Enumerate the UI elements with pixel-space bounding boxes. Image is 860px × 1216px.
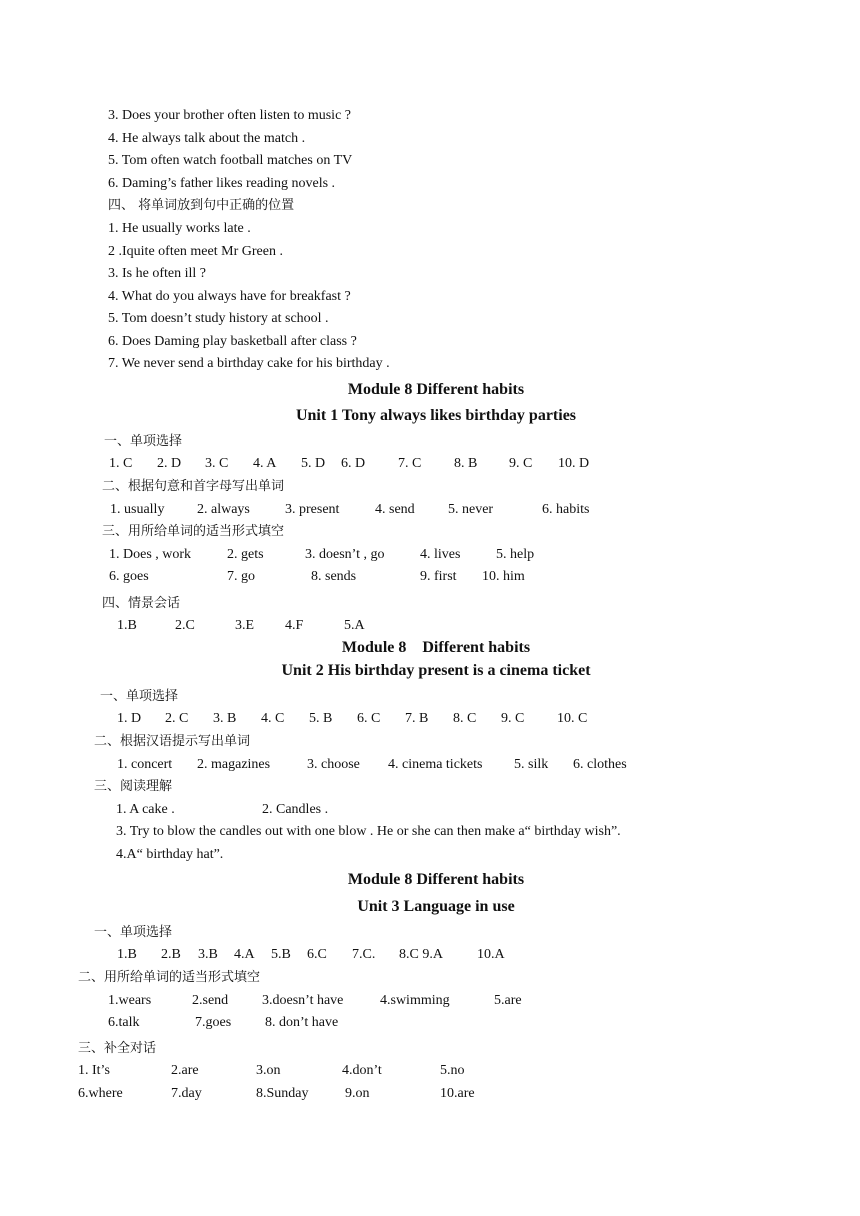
answer: 3. choose (307, 757, 360, 772)
answer: 3.doesn’t have (262, 993, 344, 1008)
answer: 5.no (440, 1063, 465, 1078)
unit-title: Unit 3 Language in use (357, 898, 515, 915)
answer: 1. concert (117, 757, 173, 772)
answer: 9. first (420, 569, 457, 584)
section-heading: 四、情景会话 (102, 596, 181, 611)
section-heading: 二、根据汉语提示写出单词 (94, 734, 251, 749)
answer: 8.Sunday (256, 1086, 309, 1101)
answer: 3.B (198, 947, 218, 962)
answer: 6.where (78, 1086, 123, 1101)
answer: 10. D (558, 456, 590, 471)
section-heading: 一、单项选择 (100, 689, 179, 704)
text-line: 6. Does Daming play basketball after class ? (108, 334, 357, 349)
answer: 7. C (398, 456, 422, 471)
answer: 1. Does , work (109, 547, 192, 562)
section-heading: 二、根据句意和首字母写出单词 (102, 479, 285, 494)
answer: 6. C (357, 711, 381, 726)
answer: 3.on (256, 1063, 281, 1078)
answer: 5. silk (514, 757, 549, 772)
answer: 4.A (234, 947, 255, 962)
answer: 9. C (509, 456, 533, 471)
answer: 4. lives (420, 547, 461, 562)
section-heading: 三、补全对话 (78, 1041, 157, 1056)
answer: 5.are (494, 993, 522, 1008)
answer: 6.talk (108, 1015, 140, 1030)
unit-title: Unit 2 His birthday present is a cinema ticket (281, 662, 591, 679)
answer: 4. cinema tickets (388, 757, 483, 772)
section-heading: 三、用所给单词的适当形式填空 (102, 524, 285, 539)
answer: 10.are (440, 1086, 475, 1101)
answer: 8.C 9.A (399, 947, 443, 962)
answer: 2. magazines (197, 757, 271, 772)
text-line: 2 .Iquite often meet Mr Green . (108, 244, 283, 259)
answer: 8. C (453, 711, 477, 726)
section-heading: 一、单项选择 (104, 434, 183, 449)
text-line: 4. What do you always have for breakfast ? (108, 289, 351, 304)
answer: 1. usually (110, 502, 165, 517)
answer: 2. C (165, 711, 189, 726)
section-heading: 四、 将单词放到句中正确的位置 (108, 198, 295, 213)
answer: 5. never (448, 502, 494, 517)
unit-title: Unit 1 Tony always likes birthday parties (295, 407, 577, 424)
module-title: Module 8 Different habits (341, 639, 531, 656)
answer: 3. C (205, 456, 229, 471)
text-line: 4. He always talk about the match . (108, 131, 306, 146)
answer: 1.B (117, 618, 137, 633)
text-line: 5. Tom often watch football matches on TV (108, 153, 353, 168)
text-line: 3. Is he often ill ? (108, 266, 206, 281)
answer: 5. help (496, 547, 535, 562)
answer: 4.swimming (380, 993, 450, 1008)
answer: 10.A (477, 947, 505, 962)
answer: 3. B (213, 711, 237, 726)
answer: 7.goes (195, 1015, 232, 1030)
answer: 2. always (197, 502, 250, 517)
answer: 4. C (261, 711, 285, 726)
answer: 7.day (171, 1086, 202, 1101)
answer: 8. B (454, 456, 478, 471)
answer: 2.B (161, 947, 181, 962)
answer: 1. C (109, 456, 133, 471)
answer: 3. present (285, 502, 340, 517)
answer: 7.C. (352, 947, 376, 962)
answer: 6. goes (109, 569, 149, 584)
section-heading: 一、单项选择 (94, 925, 173, 940)
answer: 1.wears (108, 993, 152, 1008)
answer: 6.C (307, 947, 327, 962)
answer: 9. C (501, 711, 525, 726)
section-heading: 三、阅读理解 (94, 779, 173, 794)
answer: 9.on (345, 1086, 370, 1101)
answer: 1. It’s (78, 1063, 110, 1078)
answer: 2.C (175, 618, 195, 633)
answer: 1.B (117, 947, 137, 962)
answer: 5.B (271, 947, 291, 962)
answer-line: 3. Try to blow the candles out with one blow . He or she can then make a“ birthday wish”. (116, 824, 621, 839)
answer: 7. go (227, 569, 255, 584)
answer: 5. D (301, 456, 326, 471)
answer: 8. sends (311, 569, 357, 584)
section-heading: 二、用所给单词的适当形式填空 (78, 970, 261, 985)
answer: 8. don’t have (265, 1015, 339, 1030)
answer: 4. send (375, 502, 415, 517)
text-line: 7. We never send a birthday cake for his birthday . (108, 356, 390, 371)
answer: 5. B (309, 711, 333, 726)
answer-line: 4.A“ birthday hat”. (116, 847, 224, 862)
answer: 4. A (253, 456, 277, 471)
module-title: Module 8 Different habits (347, 871, 525, 888)
answer: 2.send (192, 993, 229, 1008)
text-line: 3. Does your brother often listen to music ? (108, 108, 352, 123)
answer: 6. D (341, 456, 366, 471)
answer: 1. A cake . (116, 802, 175, 817)
answer: 1. D (117, 711, 142, 726)
text-line: 6. Daming’s father likes reading novels . (108, 176, 336, 191)
module-title: Module 8 Different habits (347, 381, 525, 398)
answer: 6. habits (542, 502, 590, 517)
text-line: 5. Tom doesn’t study history at school . (108, 311, 329, 326)
answer: 10. C (557, 711, 588, 726)
answer: 4.don’t (342, 1063, 382, 1078)
answer: 6. clothes (573, 757, 627, 772)
answer: 3. doesn’t , go (305, 547, 385, 562)
answer: 4.F (285, 618, 304, 633)
answer: 2. D (157, 456, 182, 471)
answer: 2.are (171, 1063, 199, 1078)
answer: 5.A (344, 618, 365, 633)
answer: 2. Candles . (262, 802, 329, 817)
answer: 7. B (405, 711, 429, 726)
answer: 2. gets (227, 547, 264, 562)
answer: 3.E (235, 618, 255, 633)
text-line: 1. He usually works late . (108, 221, 251, 236)
answer: 10. him (482, 569, 525, 584)
